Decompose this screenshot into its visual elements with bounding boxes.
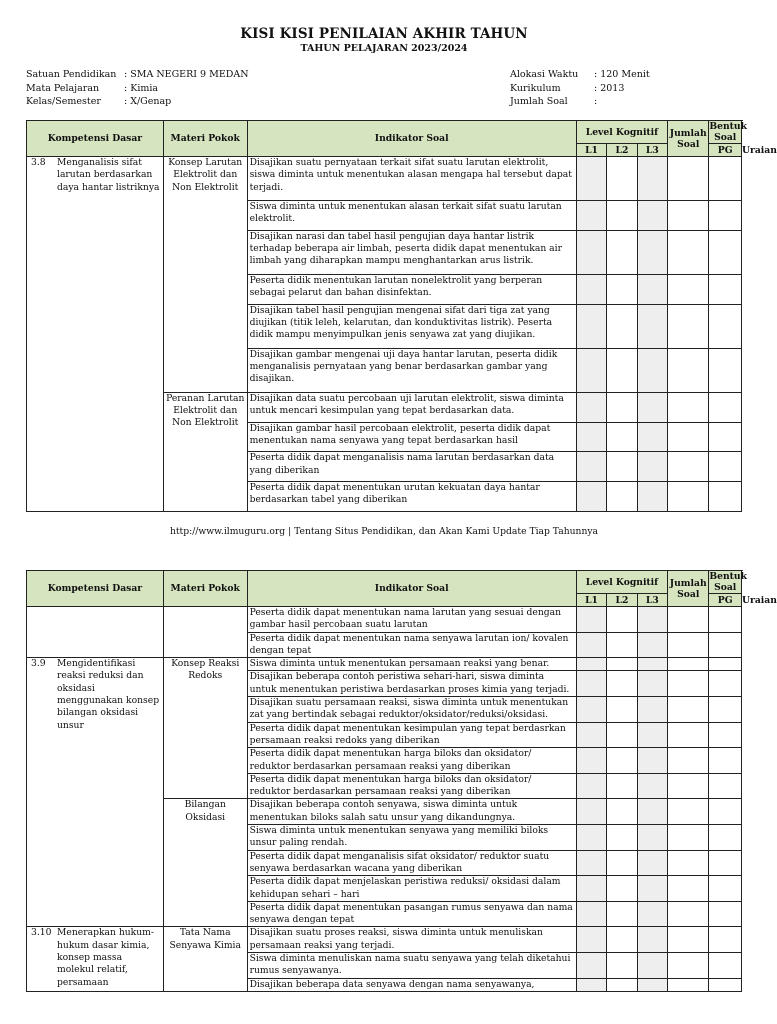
header-l3: L3 xyxy=(637,594,667,607)
table-row xyxy=(27,927,742,953)
kd-text: Menganalisis sifat larutan berdasarkan daya hantar listriknya xyxy=(57,157,160,193)
document-subtitle: TAHUN PELAJARAN 2023/2024 xyxy=(300,43,468,54)
header-level-kognitif: Level Kognitif xyxy=(576,571,667,594)
meta-label: Kelas/Semester xyxy=(26,96,101,107)
kisi-table-page-2: Kompetensi Dasar Materi Pokok Indikator Soal Level Kognitif Jumlah Soal Bentuk Soal L1 L2 L3 PG Uraian Peserta didik dapat menentukan nama larutan yang sesuai dengan gambar hasil percobaan suatu larutan Peserta didik dapat menentukan nama senyawa larutan ion/ kovalen dengan tepat 3.9 Mengidentifikasi reaksi reduksi dan oksidasi menggunakan konsep bilangan oksidasi unsur Konsep Reaksi Redoks Siswa diminta untuk menentukan persamaan reaksi yang benar. Disajikan beberapa contoh peristiwa sehari-hari, siswa diminta untuk menentukan peristiwa berdasarkan proses kimia yang terjadi. Disajikan suatu persamaan reaksi, siswa diminta untuk menentukan zat yang bertindak sebagai reduktor/oksidator/reduksi/oksidasi. Peserta didik dapat menentukan kesimpulan yang tepat berdasrkan persamaan reaksi redoks yang diberikan Peserta didik dapat menentukan harga biloks dan oksidator/ reduktor berdasarkan persamaan reaksi yang diberikan Peserta didik dapat menentukan harga biloks dan oksidator/ reduktor berdasarkan persamaan reaksi yang diberikan Bilangan Oksidasi Disajikan beberapa contoh senyawa, siswa diminta untuk menentukan biloks salah satu unsur yang dikandungnya. Siswa diminta untuk menentukan senyawa yang memiliki biloks unsur paling rendah. Peserta didik dapat menganalisis sifat oksidator/ reduktor suatu senyawa berdasarkan wacana yang diberikan Peserta didik dapat menjelaskan peristiwa reduksi/ oksidasi dalam kehidupan sehari – hari Peserta didik dapat menentukan pasangan rumus senyawa dan nama senyawa dengan tepat 3.10 Menerapkan hukum- hukum dasar kimia, konsep massa molekul relatif, persamaan Tata Nama Senyawa Kimia Disajikan suatu proses reaksi, siswa diminta untuk menuliskan persamaan reaksi yang terjadi. Siswa diminta menuliskan nama suatu senyawa yang telah diketahui rumus senyawanya. Disajikan beberapa data senyawa dengan nama senyawanya, xyxy=(26,570,742,992)
materi-pokok-cell: Bilangan Oksidasi xyxy=(163,799,247,927)
indikator-cell: Disajikan suatu persamaan reaksi, siswa diminta untuk menentukan zat yang bertindak sebagai reduktor/oksidator/reduksi/oksidasi. xyxy=(247,697,576,723)
page-2-region xyxy=(0,570,777,1024)
indikator-cell: Disajikan tabel hasil pengujian mengenai sifat dari tiga zat yang diujikan (titik leleh, kelarutan, dan konduktivitas listrik). Peserta didik mampu menyimpulkan jenis senyawa zat yang diujikan. xyxy=(247,304,576,348)
meta-value: : 2013 xyxy=(594,82,625,94)
meta-value: : SMA NEGERI 9 MEDAN xyxy=(124,69,249,80)
meta-value: : xyxy=(594,96,598,107)
header-pg: PG xyxy=(709,594,742,607)
materi-pokok-cell: Tata Nama Senyawa Kimia xyxy=(163,927,247,991)
indikator-cell: Disajikan suatu proses reaksi, siswa diminta untuk menuliskan persamaan reaksi yang terjadi. xyxy=(247,927,576,953)
indikator-cell: Disajikan data suatu percobaan uji larutan elektrolit, siswa diminta untuk mencari kesimpulan yang tepat berdasarkan data. xyxy=(247,392,576,422)
indikator-cell: Disajikan narasi dan tabel hasil pengujian daya hantar listrik terhadap beberapa air limbah, peserta didik dapat menentukan air limbah yang diharapkan mampu menghantarkan arus listrik. xyxy=(247,230,576,274)
kd-text: Menerapkan hukum- hukum dasar kimia, konsep massa molekul relatif, persamaan xyxy=(57,927,154,988)
meta-label: Mata Pelajaran xyxy=(26,82,100,94)
meta-right xyxy=(510,68,650,109)
indikator-cell: Peserta didik dapat menganalisis nama larutan berdasarkan data yang diberikan xyxy=(247,452,576,482)
meta-label: Jumlah Soal xyxy=(510,96,568,107)
indikator-cell: Peserta didik menentukan larutan nonelektrolit yang berperan sebagai pelarut dan bahan disinfektan. xyxy=(247,274,576,304)
indikator-cell: Disajikan gambar mengenai uji daya hantar larutan, peserta didik menganalisis pernyataan yang benar berdasarkan gambar yang disajikan. xyxy=(247,348,576,392)
indikator-cell: Disajikan beberapa contoh peristiwa sehari-hari, siswa diminta untuk menentukan peristiwa berdasarkan proses kimia yang terjadi. xyxy=(247,671,576,697)
header-jumlah-soal: Jumlah Soal xyxy=(668,571,709,607)
header-l2: L2 xyxy=(607,594,637,607)
indikator-cell: Siswa diminta menuliskan nama suatu senyawa yang telah diketahui rumus senyawanya. xyxy=(247,953,576,979)
indikator-cell: Siswa diminta untuk menentukan persamaan reaksi yang benar. xyxy=(247,658,576,671)
document-title: KISI KISI PENILAIAN AKHIR TAHUN xyxy=(240,26,528,42)
kd-cell xyxy=(27,927,164,991)
indikator-cell: Disajikan beberapa contoh senyawa, siswa diminta untuk menentukan biloks salah satu unsur yang dikandungnya. xyxy=(247,799,576,825)
header-l3: L3 xyxy=(637,144,667,157)
header-l1: L1 xyxy=(576,144,606,157)
header-bentuk-soal: Bentuk Soal xyxy=(709,121,747,143)
meta-value: : 120 Menit xyxy=(594,69,650,80)
header-l1: L1 xyxy=(576,594,606,607)
materi-pokok-cell: Peranan Larutan Elektrolit dan Non Elektrolit xyxy=(163,392,247,511)
indikator-cell: Peserta didik dapat menentukan nama senyawa larutan ion/ kovalen dengan tepat xyxy=(247,632,576,658)
meta-label: Kurikulum xyxy=(510,82,561,94)
indikator-cell: Peserta didik dapat menganalisis sifat oksidator/ reduktor suatu senyawa berdasarkan wacana yang diberikan xyxy=(247,850,576,876)
header-bentuk-soal: Bentuk Soal xyxy=(709,571,747,593)
indikator-cell: Peserta didik dapat menentukan urutan kekuatan daya hantar berdasarkan tabel yang diberikan xyxy=(247,482,576,512)
meta-value: : Kimia xyxy=(124,82,159,94)
table-row xyxy=(27,157,742,201)
indikator-cell: Siswa diminta untuk menentukan senyawa yang memiliki biloks unsur paling rendah. xyxy=(247,825,576,851)
header-jumlah-soal: Jumlah Soal xyxy=(668,121,709,157)
indikator-cell: Siswa diminta untuk menentukan alasan terkait sifat suatu larutan elektrolit. xyxy=(247,201,576,231)
header-kompetensi-dasar: Kompetensi Dasar xyxy=(27,121,164,157)
indikator-cell: Disajikan gambar hasil percobaan elektrolit, peserta didik dapat menentukan nama senyawa yang tepat berdasarkan hasil xyxy=(247,422,576,452)
kisi-table-page-1: Kompetensi Dasar Materi Pokok Indikator Soal Level Kognitif Jumlah Soal Bentuk Soal L1 L2 L3 PG Uraian 3.8 Menganalisis sifat larutan berdasarkan daya hantar listriknya Konsep Larutan Elektrolit dan Non Elektrolit Disajikan suatu pernyataan terkait sifat suatu larutan elektrolit, siswa diminta untuk menentukan alasan mengapa hal tersebut dapat terjadi. Siswa diminta untuk menentukan alasan terkait sifat suatu larutan elektrolit. Disajikan narasi dan tabel hasil pengujian daya hantar listrik terhadap beberapa air limbah, peserta didik dapat menentukan air limbah yang diharapkan mampu menghantarkan arus listrik. Peserta didik menentukan larutan nonelektrolit yang berperan sebagai pelarut dan bahan disinfektan. Disajikan tabel hasil pengujian mengenai sifat dari tiga zat yang diujikan (titik leleh, kelarutan, dan konduktivitas listrik). Peserta didik mampu menyimpulkan jenis senyawa zat yang diujikan. Disajikan gambar mengenai uji daya hantar larutan, peserta didik menganalisis pernyataan yang benar berdasarkan gambar yang disajikan. Peranan Larutan Elektrolit dan Non Elektrolit Disajikan data suatu percobaan uji larutan elektrolit, siswa diminta untuk mencari kesimpulan yang tepat berdasarkan data. Disajikan gambar hasil percobaan elektrolit, peserta didik dapat menentukan nama senyawa yang tepat berdasarkan hasil Peserta didik dapat menganalisis nama larutan berdasarkan data yang diberikan Peserta didik dapat menentukan urutan kekuatan daya hantar berdasarkan tabel yang diberikan xyxy=(26,120,742,512)
kd-text: Mengidentifikasi reaksi reduksi dan oksidasi menggunakan konsep bilangan oksidasi unsur xyxy=(57,658,160,731)
header-materi-pokok: Materi Pokok xyxy=(163,571,247,607)
header-materi-pokok: Materi Pokok xyxy=(163,121,247,157)
header-pg: PG xyxy=(709,144,742,157)
meta-value: : X/Genap xyxy=(124,96,172,107)
meta-label: Alokasi Waktu xyxy=(510,69,579,80)
kd-number: 3.8 xyxy=(31,157,46,168)
materi-pokok-cell xyxy=(163,607,247,658)
indikator-cell: Peserta didik dapat menentukan kesimpulan yang tepat berdasrkan persamaan reaksi redoks yang diberikan xyxy=(247,722,576,748)
indikator-cell: Peserta didik dapat menentukan harga biloks dan oksidator/ reduktor berdasarkan persamaan reaksi yang diberikan xyxy=(247,773,576,799)
indikator-cell: Peserta didik dapat menentukan harga biloks dan oksidator/ reduktor berdasarkan persamaan reaksi yang diberikan xyxy=(247,748,576,774)
header-indikator-soal: Indikator Soal xyxy=(247,571,576,607)
kd-number: 3.10 xyxy=(31,927,52,939)
table-row xyxy=(27,658,742,671)
kd-cell xyxy=(27,658,164,927)
header-kompetensi-dasar: Kompetensi Dasar xyxy=(27,571,164,607)
indikator-cell: Peserta didik dapat menentukan nama larutan yang sesuai dengan gambar hasil percobaan suatu larutan xyxy=(247,607,576,633)
indikator-cell: Disajikan suatu pernyataan terkait sifat suatu larutan elektrolit, siswa diminta untuk menentukan alasan mengapa hal tersebut dapat terjadi. xyxy=(247,157,576,201)
kd-cell xyxy=(27,157,164,512)
header-level-kognitif: Level Kognitif xyxy=(576,121,667,144)
footer-link[interactable]: http://www.ilmuguru.org | Tentang Situs Pendidikan, dan Akan Kami Update Tiap Tahunnya xyxy=(169,526,599,537)
materi-pokok-cell: Konsep Reaksi Redoks xyxy=(163,658,247,799)
table-row xyxy=(27,607,742,633)
indikator-cell: Peserta didik dapat menjelaskan peristiwa reduksi/ oksidasi dalam kehidupan sehari – hari xyxy=(247,876,576,902)
indikator-cell: Peserta didik dapat menentukan pasangan rumus senyawa dan nama senyawa dengan tepat xyxy=(247,901,576,927)
indikator-cell: Disajikan beberapa data senyawa dengan nama senyawanya, xyxy=(247,978,576,991)
materi-pokok-cell: Konsep Larutan Elektrolit dan Non Elektrolit xyxy=(163,157,247,393)
kd-number: 3.9 xyxy=(31,658,46,670)
header-l2: L2 xyxy=(607,144,637,157)
kd-cell xyxy=(27,607,164,658)
header-indikator-soal: Indikator Soal xyxy=(247,121,576,157)
meta-left xyxy=(26,68,249,109)
meta-label: Satuan Pendidikan xyxy=(26,69,117,80)
